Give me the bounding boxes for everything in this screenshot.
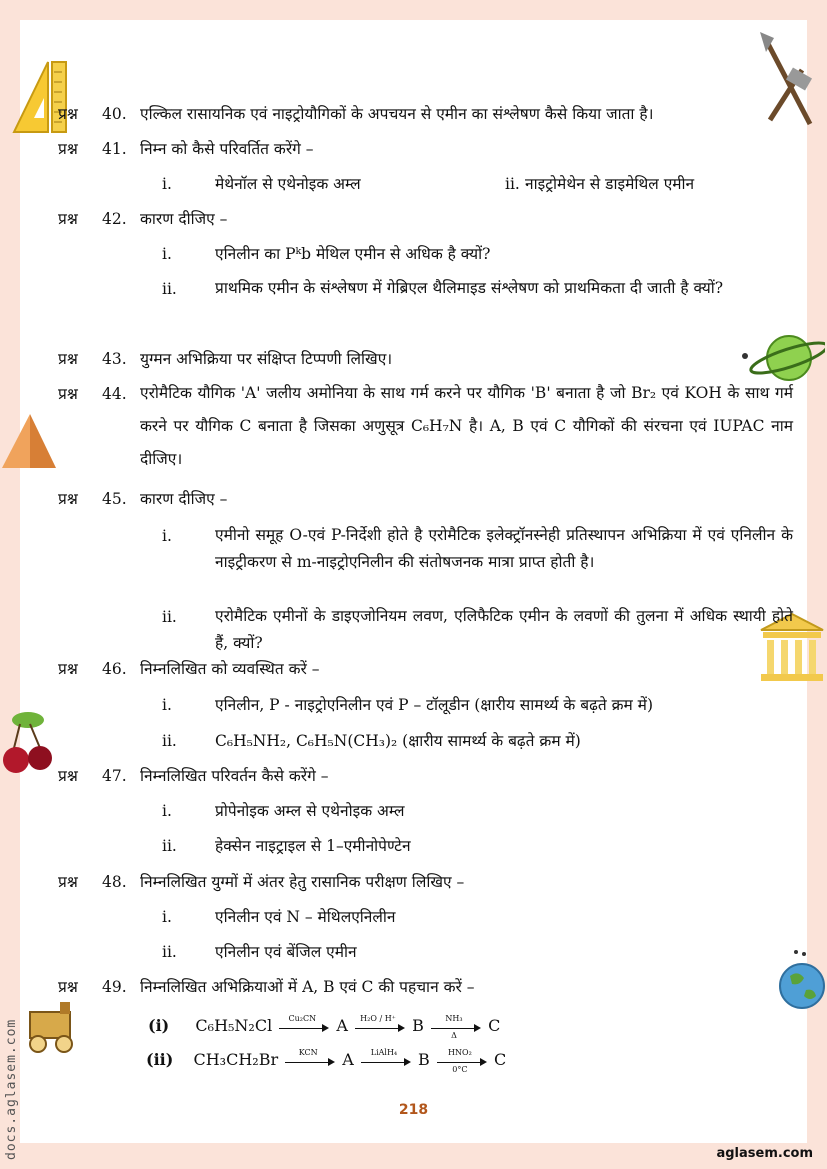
question-text: कारण दीजिए –	[140, 210, 228, 228]
reaction-scheme-1	[148, 1013, 501, 1040]
question-tag: प्रश्न	[58, 978, 78, 996]
sub-text: एनिलीन एवं बेंजिल एमीन	[215, 943, 357, 961]
question-number: 43.	[102, 350, 127, 368]
reagent-label: KCN	[298, 1047, 318, 1057]
product: A	[336, 1016, 348, 1035]
question-number: 40.	[102, 105, 127, 123]
side-watermark: docs.aglasem.com	[4, 1018, 19, 1160]
question-number: 44.	[102, 385, 127, 403]
cherries-icon	[0, 708, 58, 780]
question-text: एरोमैटिक यौगिक 'A' जलीय अमोनिया के साथ गर्म करने पर यौगिक 'B' बनाता है जो Br₂ एवं KOH के साथ गर्म करने पर यौगिक C बनाता है जिसका अणुसूत्र C₆H₇N है। A, B एवं C यौगिकों की संरचना एवं IUPAC नाम दीजिए।	[140, 384, 793, 468]
product: C	[488, 1016, 501, 1035]
product: B	[412, 1016, 424, 1035]
sub-text: एनिलीन, P - नाइट्रोएनिलीन एवं P – टॉलूडीन (क्षारीय सामर्थ्य के बढ़ते क्रम में)	[215, 696, 654, 714]
tools-icon	[756, 30, 816, 128]
question-tag: प्रश्न	[58, 350, 78, 368]
product: B	[418, 1050, 430, 1069]
question-text: निम्नलिखित युग्मों में अंतर हेतु रासानिक परीक्षण लिखिए –	[140, 873, 465, 891]
question-number: 49.	[102, 978, 127, 996]
reagent-label: LiAlH₄	[370, 1047, 398, 1057]
reaction-scheme-2	[146, 1047, 507, 1074]
sub-text: एनिलीन का Pᵏb मेथिल एमीन से अधिक है क्यों?	[215, 245, 491, 263]
question-tag: प्रश्न	[58, 105, 78, 123]
sub-text: C₆H₅NH₂, C₆H₅N(CH₃)₂ (क्षारीय सामर्थ्य के बढ़ते क्रम में)	[215, 732, 581, 750]
question-text: कारण दीजिए –	[140, 490, 228, 508]
footer-site-link[interactable]: aglasem.com	[716, 1146, 813, 1161]
sub-text: मेथेनॉल से एथेनोइक अम्ल	[215, 175, 361, 193]
sub-text: एरोमैटिक एमीनों के डाइएजोनियम लवण, एलिफैटिक एमीन के लवणों की तुलना में अधिक स्थायी होते हैं, क्यों?	[215, 607, 793, 652]
sub-text: हेक्सेन नाइट्राइल से 1–एमीनोपेण्टेन	[215, 837, 411, 855]
question-tag: प्रश्न	[58, 873, 78, 891]
pyramid-icon	[0, 412, 58, 470]
sub-label: ii.	[162, 608, 177, 626]
question-text: निम्न को कैसे परिवर्तित करेंगे –	[140, 140, 314, 158]
sub-label: i.	[162, 802, 172, 820]
reactant: CH₃CH₂Br	[193, 1050, 279, 1069]
question-tag: प्रश्न	[58, 490, 78, 508]
sub-label: ii.	[162, 943, 177, 961]
condition-label: 0°C	[452, 1064, 468, 1074]
reactant: C₆H₅N₂Cl	[195, 1016, 273, 1035]
reagent-label: Cu₂CN	[288, 1013, 317, 1023]
sub-text: नाइट्रोमेथेन से डाइमेथिल एमीन	[525, 175, 695, 193]
sub-text: प्रोपेनोइक अम्ल से एथेनोइक अम्ल	[215, 802, 405, 820]
sub-label: i.	[162, 527, 172, 545]
reaction-arrow	[285, 1047, 335, 1068]
reaction-arrow	[355, 1013, 405, 1034]
cart-machine-icon	[20, 998, 84, 1056]
sub-text: एनिलीन एवं N – मेथिलएनिलीन	[215, 908, 396, 926]
question-tag: प्रश्न	[58, 767, 78, 785]
question-number: 48.	[102, 873, 127, 891]
condition-label: Δ	[451, 1030, 457, 1040]
reagent-label: NH₃	[445, 1013, 463, 1023]
sub-label: ii.	[162, 732, 177, 750]
reagent-label: H₂O / H⁺	[360, 1013, 396, 1023]
question-number: 47.	[102, 767, 127, 785]
question-number: 41.	[102, 140, 127, 158]
question-number: 45.	[102, 490, 127, 508]
sub-label: i.	[162, 175, 172, 193]
question-tag: प्रश्न	[58, 385, 78, 403]
reaction-label: (i)	[148, 1016, 170, 1035]
product: A	[342, 1050, 354, 1069]
reaction-arrow	[431, 1013, 481, 1040]
reaction-arrow	[361, 1047, 411, 1068]
question-tag: प्रश्न	[58, 140, 78, 158]
sub-label: ii.	[505, 175, 520, 193]
reaction-arrow	[279, 1013, 329, 1034]
page-number: 218	[398, 1102, 429, 1118]
sub-label: ii.	[162, 280, 177, 298]
globe-earth-icon	[776, 946, 826, 1012]
product: C	[494, 1050, 507, 1069]
reaction-arrow	[437, 1047, 487, 1074]
sub-label: i.	[162, 245, 172, 263]
question-number: 46.	[102, 660, 127, 678]
sub-label: i.	[162, 908, 172, 926]
sub-text: प्राथमिक एमीन के संश्लेषण में गेब्रिएल थैलिमाइड संश्लेषण को प्राथमिकता दी जाती है क्यों?	[215, 279, 724, 297]
question-text: निम्नलिखित को व्यवस्थित करें –	[140, 660, 320, 678]
question-text: युग्मन अभिक्रिया पर संक्षिप्त टिप्पणी लिखिए।	[140, 350, 393, 368]
question-text: निम्नलिखित परिवर्तन कैसे करेंगे –	[140, 767, 329, 785]
question-tag: प्रश्न	[58, 660, 78, 678]
reaction-label: (ii)	[146, 1050, 174, 1069]
sub-label: ii.	[162, 837, 177, 855]
reagent-label: HNO₂	[448, 1047, 472, 1057]
sub-text: एमीनो समूह O-एवं P-निर्देशी होते है एरोमैटिक इलेक्ट्रॉनस्नेही प्रतिस्थापन अभिक्रिया में एवं एनिलीन के नाइट्रीकरण से m-नाइट्रोएनिलीन की संतोषजनक मात्रा प्राप्त होती है।	[215, 526, 793, 571]
ruler-set-square-icon	[4, 58, 74, 136]
question-text: निम्नलिखित अभिक्रियाओं में A, B एवं C की पहचान करें –	[140, 978, 475, 996]
sub-label: i.	[162, 696, 172, 714]
question-tag: प्रश्न	[58, 210, 78, 228]
question-text: एल्किल रासायनिक एवं नाइट्रोयौगिकों के अपचयन से एमीन का संश्लेषण कैसे किया जाता है।	[140, 105, 654, 123]
question-number: 42.	[102, 210, 127, 228]
